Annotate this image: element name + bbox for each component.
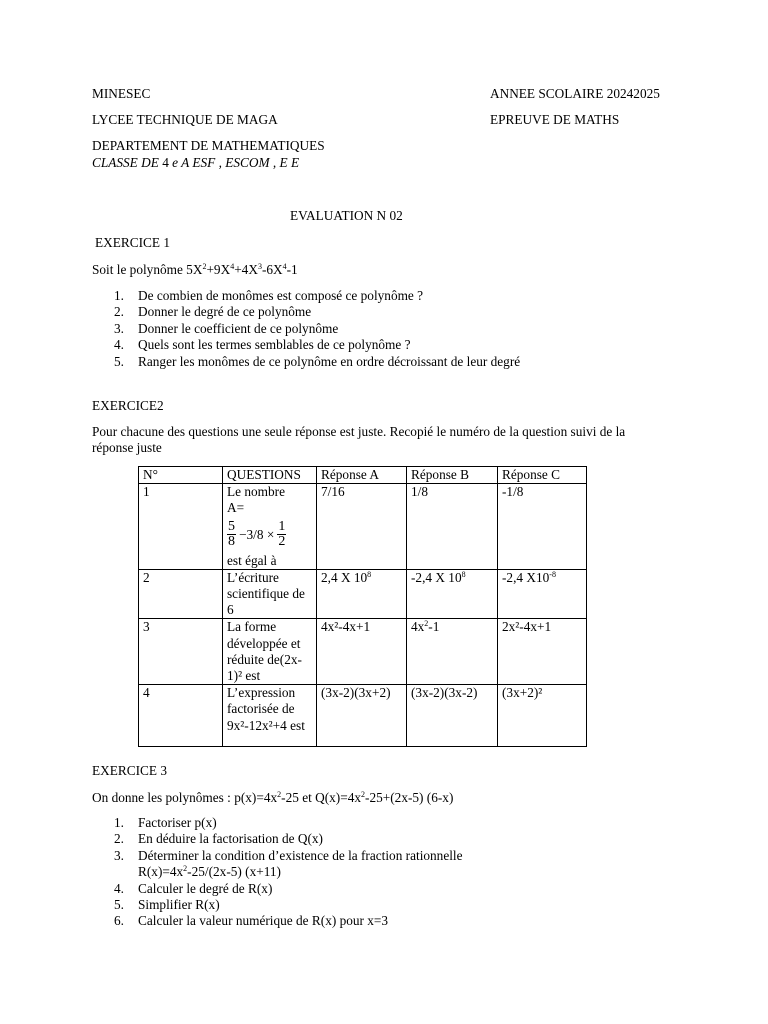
ex3-intro-exp: 2 <box>277 790 282 799</box>
ex3-question-list <box>92 815 463 930</box>
ex3-intro-exp: 2 <box>361 790 366 799</box>
ex1-question-text: Ranger les monômes de ce polynôme en ordre décroissant de leur degré <box>138 353 521 369</box>
ex1-question: 2. Donner le degré de ce polynôme <box>114 304 312 320</box>
header-cell: Réponse B <box>407 467 498 484</box>
row-number: 1 <box>139 484 223 570</box>
table-row <box>139 685 587 747</box>
ex1-intro-prefix: Soit le polynôme 5X <box>92 262 203 277</box>
answer-end: -1 <box>428 619 440 635</box>
math-mid: −3/8 × <box>239 526 275 542</box>
answer-a: (3x-2)(3x+2) <box>317 685 407 747</box>
denominator: 8 <box>228 534 235 550</box>
answer-c: (3x+2)² <box>498 685 587 747</box>
ex1-term-2: +9X <box>206 262 231 277</box>
question-cell: La forme développée et réduite de(2x-1)² est <box>223 619 317 685</box>
mcq-table <box>138 466 587 747</box>
answer-c: 2x²-4x+1 <box>498 619 587 685</box>
ex1-question: 4. Quels sont les termes semblables de ce polynôme ? <box>114 337 411 353</box>
ex1-question-text: Donner le degré de ce polynôme <box>138 304 312 320</box>
ex3-question-text: -25/(2x-5) (x+11) <box>187 864 281 880</box>
ex3-question: 1. Factoriser p(x) <box>114 815 217 830</box>
numerator: 1 <box>278 519 286 535</box>
row-number: 2 <box>139 569 223 619</box>
ex3-intro-part: On donne les polynômes : p(x)=4x <box>92 790 278 805</box>
ex3-question-text: En déduire la factorisation de Q(x) <box>138 831 323 847</box>
header-cell: QUESTIONS <box>223 467 317 484</box>
answer-b: (3x-2)(3x-2) <box>407 685 498 747</box>
fraction <box>227 520 236 549</box>
ex1-exp-2: 4 <box>230 262 235 271</box>
class-number: 4 <box>162 155 169 170</box>
header-cell: Réponse A <box>317 467 407 484</box>
header-exam-type: EPREUVE DE MATHS <box>490 112 620 127</box>
answer-exp: -8 <box>549 569 556 579</box>
ex1-question: 3. Donner le coefficient de ce polynôme <box>114 320 339 336</box>
answer-a <box>317 569 407 619</box>
ex3-question: 2. En déduire la factorisation de Q(x) <box>114 831 323 847</box>
answer-base: -2,4 X10 <box>502 569 550 585</box>
header-class <box>92 155 299 172</box>
ex1-term-3: +4X <box>234 262 258 277</box>
question-line: Le nombre <box>227 484 285 500</box>
answer-a: 7/16 <box>317 484 407 570</box>
ex3-question-text: Déterminer la condition d’existence de la fraction rationnelle <box>138 847 463 863</box>
table-row <box>139 569 587 619</box>
ex3-heading: EXERCICE 3 <box>92 763 167 778</box>
answer-b <box>407 619 498 685</box>
answer-c: -1/8 <box>498 484 587 570</box>
ex1-term-4: -6X <box>261 262 283 277</box>
answer-base: -2,4 X 10 <box>411 569 462 585</box>
ex3-question-text: Calculer le degré de R(x) <box>138 880 273 896</box>
answer-base: 4x <box>411 619 425 635</box>
ex2-intro-line1: Pour chacune des questions une seule réponse est juste. Recopié le numéro de la question suivi de la <box>92 424 626 439</box>
ex1-question-text: Donner le coefficient de ce polynôme <box>138 320 339 336</box>
ex3-question: 4. Calculer le degré de R(x) <box>114 880 273 896</box>
ex1-question: 5. Ranger les monômes de ce polynôme en ordre décroissant de leur degré <box>114 353 521 369</box>
ex3-question-text: Factoriser p(x) <box>138 815 217 830</box>
answer-a: 4x²-4x+1 <box>317 619 407 685</box>
class-suffix: e A ESF , ESCOM , E E <box>172 155 300 170</box>
ex1-heading: EXERCICE 1 <box>95 235 170 250</box>
table-row <box>139 484 587 570</box>
question-cell <box>223 484 317 570</box>
answer-exp: 8 <box>461 569 466 579</box>
header-department: DEPARTEMENT DE MATHEMATIQUES <box>92 138 325 153</box>
header-cell: Réponse C <box>498 467 587 484</box>
ex1-term-5: -1 <box>286 262 298 277</box>
ex1-exp-3: 3 <box>257 262 262 271</box>
ex2-heading: EXERCICE2 <box>92 398 164 413</box>
ex1-question: 1. De combien de monômes est composé ce polynôme ? <box>114 288 424 303</box>
numerator: 5 <box>228 519 235 535</box>
ex3-question-text: Simplifier R(x) <box>138 897 220 913</box>
denominator: 2 <box>278 534 286 550</box>
ex3-question-exp: 2 <box>183 864 188 874</box>
header-minesec: MINESEC <box>92 86 151 101</box>
question-cell: L’écriture scientifique de 6 <box>223 569 317 619</box>
ex3-question: 3. Déterminer la condition d’existence de la fraction rationnelle $R(x)=4x^2-25/(2x-5)$ (x+11) <box>114 847 463 880</box>
ex1-question-text: Quels sont les termes semblables de ce polynôme ? <box>138 337 411 353</box>
class-prefix: CLASSE DE <box>92 155 159 170</box>
table-header-row <box>139 467 587 484</box>
ex3-question-text: Calculer la valeur numérique de R(x) pour x=3 <box>138 913 389 929</box>
answer-b: 1/8 <box>407 484 498 570</box>
row-number: 4 <box>139 685 223 747</box>
math-expression <box>227 517 312 553</box>
ex3-question: 5. Simplifier R(x) <box>114 897 220 913</box>
ex1-exp-4: 4 <box>282 262 287 271</box>
ex3-question: 6. Calculer la valeur numérique de R(x) pour x=3 <box>114 913 389 929</box>
ex3-intro-part: -25+(2x-5) (6-x) <box>365 790 454 805</box>
question-line: est égal à <box>227 552 277 568</box>
answer-base: 2,4 X 10 <box>321 569 368 585</box>
fraction <box>277 520 286 549</box>
answer-c <box>498 569 587 619</box>
ex3-question-text: R(x)=4x <box>138 864 184 880</box>
question-cell: L’expression factorisée de 9x²-12x²+4 est <box>223 685 317 747</box>
ex1-question-list <box>92 288 520 370</box>
answer-exp: 8 <box>367 569 372 579</box>
ex3-intro-part: -25 et Q(x)=4x <box>281 790 362 805</box>
ex1-exp-1: 2 <box>202 262 207 271</box>
page-title: EVALUATION N 02 <box>290 208 403 223</box>
header-school-name: LYCEE TECHNIQUE DE MAGA <box>92 112 278 127</box>
table-row <box>139 619 587 685</box>
header-cell: N° <box>139 467 223 484</box>
answer-b <box>407 569 498 619</box>
answer-exp: 2 <box>424 619 429 629</box>
ex1-question-text: De combien de monômes est composé ce polynôme ? <box>138 288 424 303</box>
header-school-year: ANNEE SCOLAIRE 20242025 <box>490 86 660 101</box>
ex2-intro-line2: réponse juste <box>92 440 162 455</box>
row-number: 3 <box>139 619 223 685</box>
ex3-intro <box>92 790 453 807</box>
question-line: A= <box>227 500 245 516</box>
ex1-intro <box>92 262 298 279</box>
